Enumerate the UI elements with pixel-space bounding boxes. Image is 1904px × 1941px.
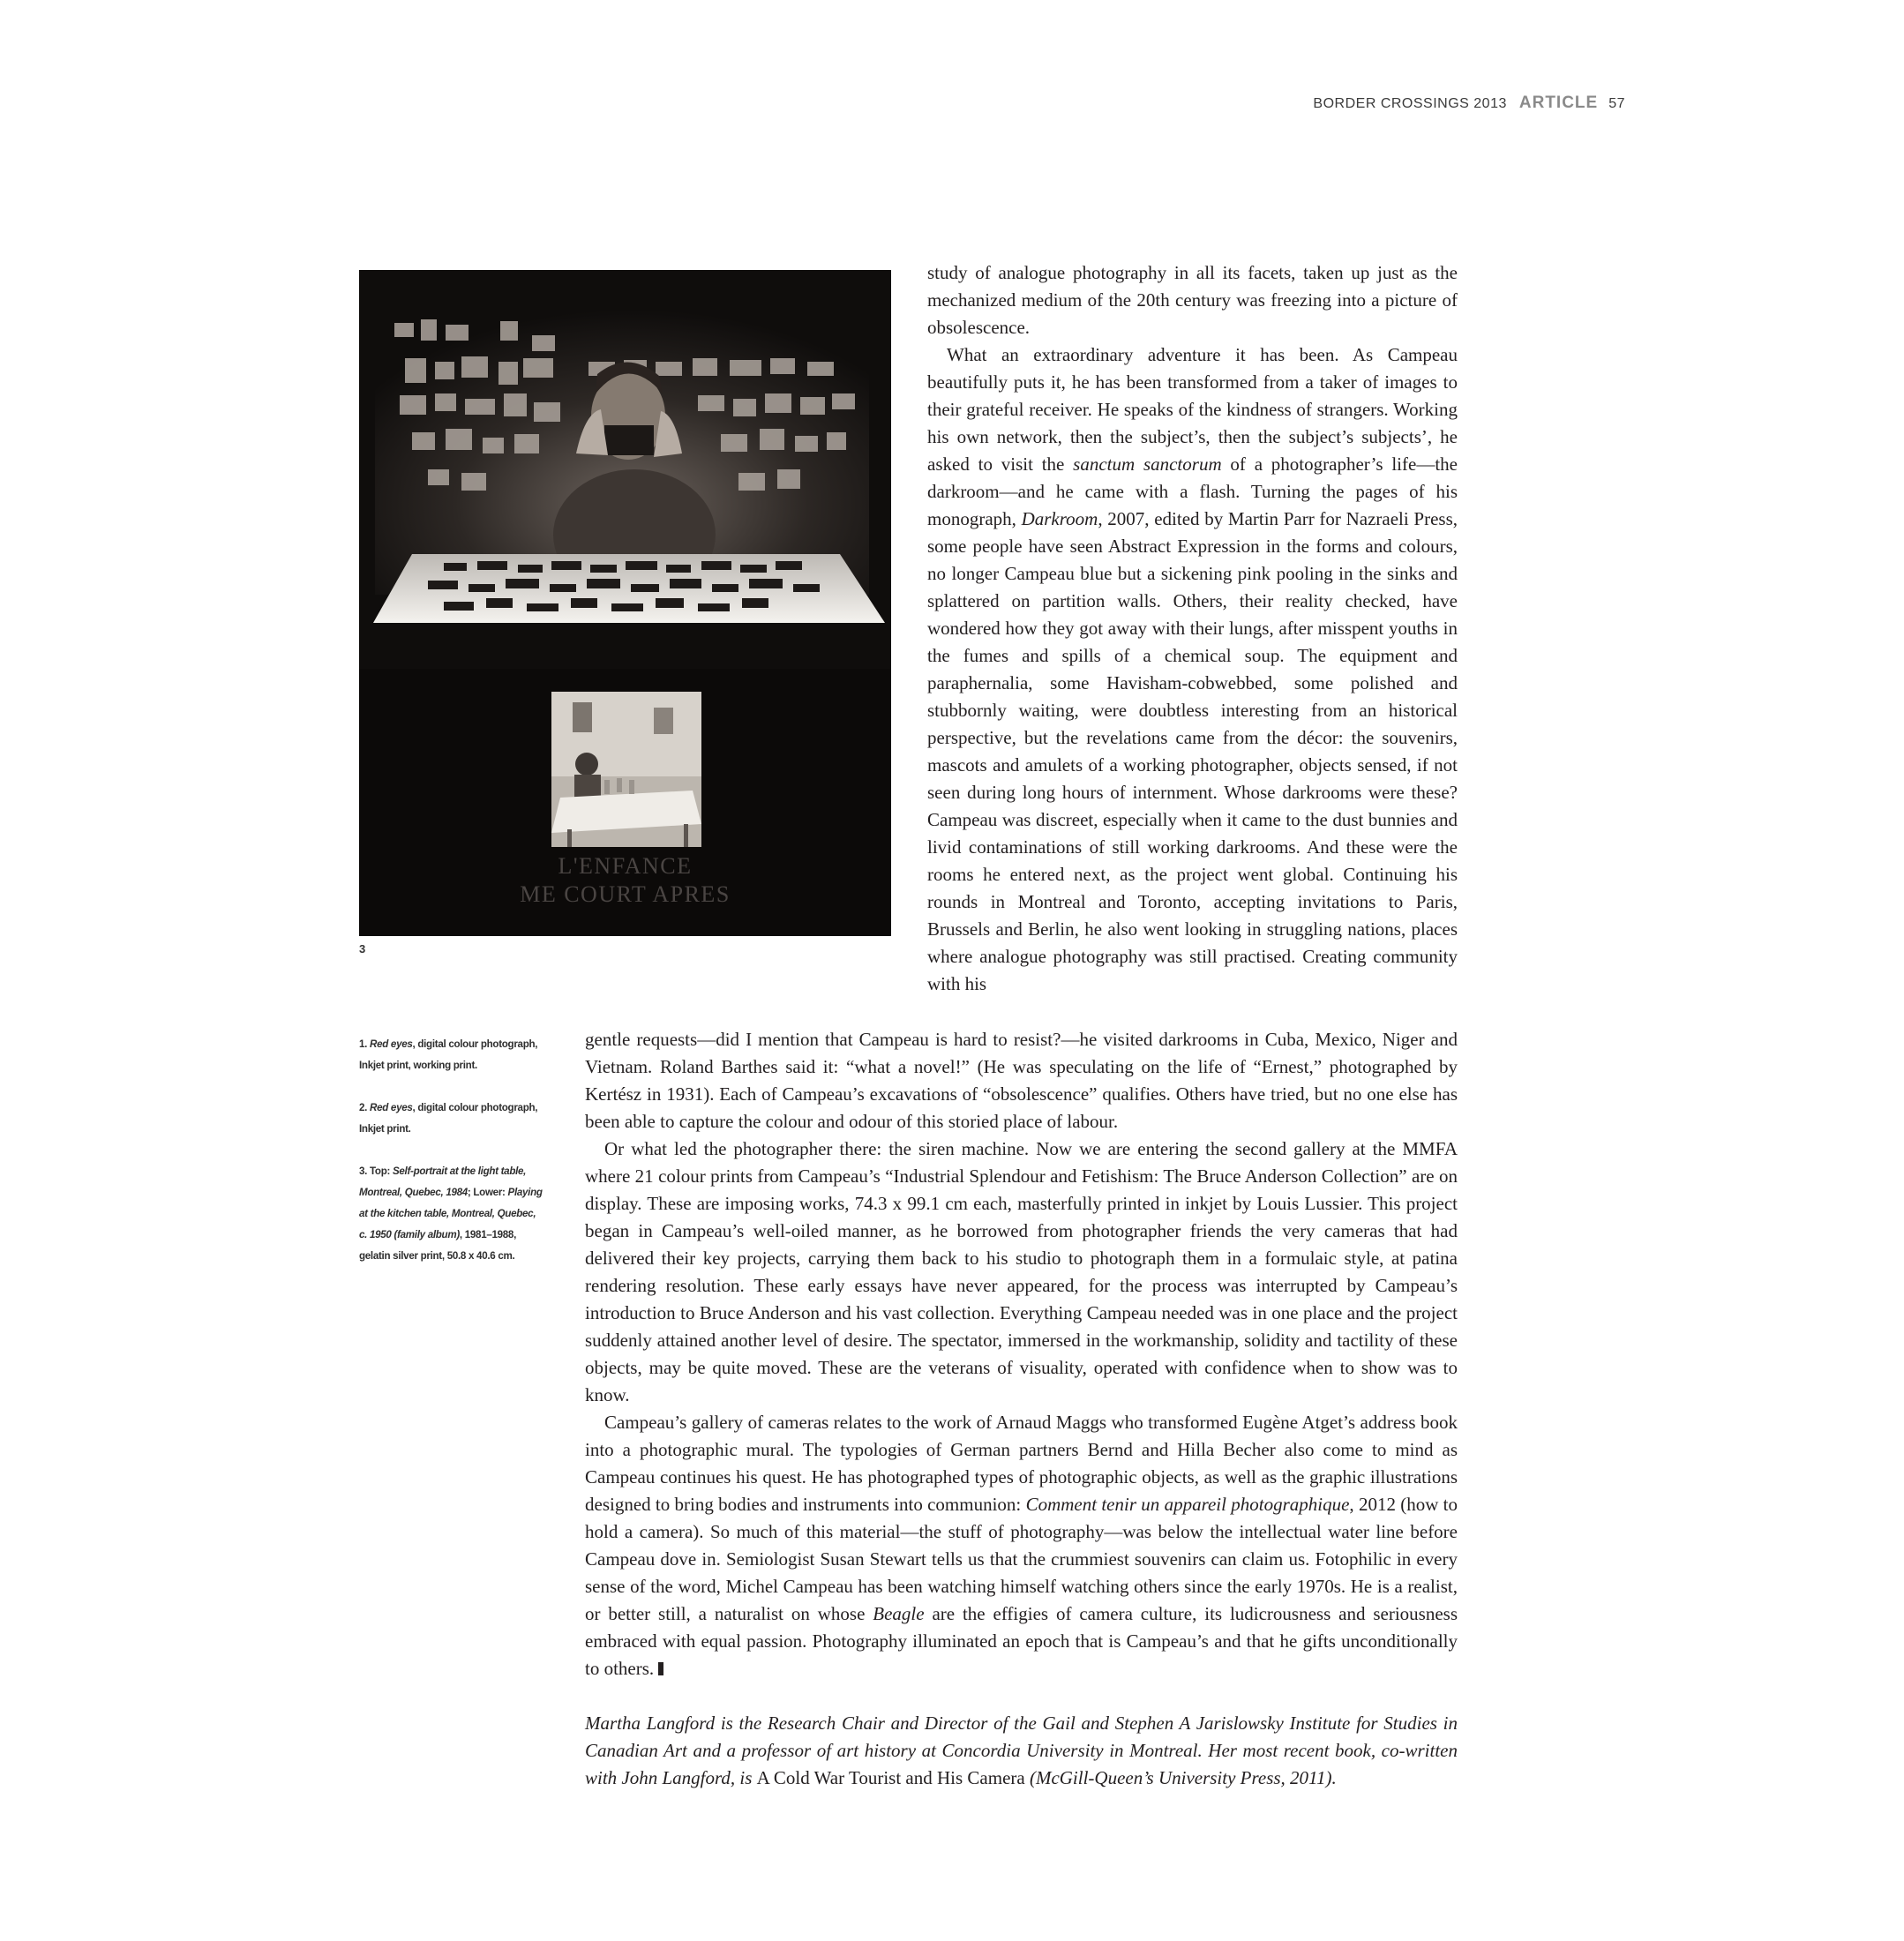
caption-1-title: Red eyes (370, 1038, 413, 1050)
caption-3-text: , 1981–1988, gelatin silver print, 50.8 x 40.6 cm. (359, 1229, 517, 1262)
paragraph-3: Or what led the photographer there: the siren machine. Now we are entering the second gallery at the MMFA where 21 colour prints from Campeau’s “Industrial Splendour and Fetishism: The Bruce Anderson Collection” are on display. These are imposing works, 74.3 x 99.1 cm each, masterfully printed in inkjet by Louis Lussier. This project began in Campeau’s well-oiled manner, as he borrowed from photographer friends the very cameras that had delivered their key projects, carrying them back to his studio to photograph them in a formulaic style, at patina rendering resolution. These early essays have never appeared, for the process was interrupted by Campeau’s introduction to Bruce Anderson and his vast collection. Everything Campeau needed was in one place and the project suddenly attained another level of desire. The spectator, immersed in the workmanship, solidity and tactility of these objects, may be quite moved. These are the veterans of visuality, operated with confidence when to show was to know. (585, 1138, 1458, 1405)
caption-3-mid: ; Lower: (467, 1187, 508, 1198)
paragraph-4 (585, 1409, 1458, 1682)
bio-text-a: Martha Langford is the Research Chair and Director of the Gail and Stephen A Jarislowsky Institute for Studies in Canadian Art and a professor of art history at Concordia University in Montreal. Her most recent book, co-written with John Langford, is (585, 1712, 1458, 1788)
captions (359, 1034, 544, 1288)
paragraph-4-text-c: are the effigies of camera culture, its ludicrousness and seriousness embraced with equal passion. Photography illuminated an epoch that is Campeau’s and that he gifts unconditionally to others. (585, 1603, 1458, 1679)
paragraph-2-text-c: , 2007, edited by Martin Parr for Nazraeli Press, some people have seen Abstract Expression in the forms and colours, no longer Campeau blue but a sickening pink pooling in the sinks and splattered on partition walls. Others, their reality checked, have wondered how they got away with their lungs, after misspent youths in the fumes and spills of a chemical soup. The equipment and paraphernalia, some Havisham-cobwebbed, some polished and stubbornly waiting, were doubtless interesting from an historical perspective, but the revelations came from the décor: the souvenirs, mascots and amulets of a working photographer, objects sensed, if not seen during long hours of internment. Whose darkrooms were these? Campeau was discreet, especially when it came to the dust bunnies and livid contaminations of still working darkrooms. And these were the rooms he entered next, as the project went global. Continuing his rounds in Montreal and Toronto, accepting invitations to Paris, Brussels and Berlin, he also went looking in struggling nations, places where analogue photography was still practised. Creating community with his (927, 508, 1458, 994)
author-bio (585, 1710, 1458, 1792)
paragraph-2-text-b: of a photographer’s life—the darkroom—and he came with a flash. Turning the pages of his monograph, (927, 453, 1458, 529)
sanctum-sanctorum: sanctum sanctorum (1073, 453, 1222, 475)
publication-name: BORDER CROSSINGS 2013 (1313, 96, 1507, 111)
caption-1-text: , digital colour photograph, Inkjet print, working print. (359, 1038, 538, 1071)
paragraph-2-text-a: What an extraordinary adventure it has been. As Campeau beautifully puts it, he has been transformed from a taker of images to their grateful receiver. He speaks of the kindness of strangers. Working his own network, then the subject’s, then the subject’s subjects’, he asked to visit the (927, 344, 1458, 475)
caption-3-title-lower: Playing at the kitchen table, Montreal, Quebec, c. 1950 (family album) (359, 1187, 543, 1240)
paragraph-2-continued: gentle requests—did I mention that Campeau is hard to resist?—he visited darkrooms in Cuba, Mexico, Niger and Vietnam. Roland Barthes said it: “what a novel!” (He was speculating on the life of “Ernest,” photographed by Kertész in 1931). Each of Campeau’s excavations of “obsolescence” qualifies. Others have tried, but no one else has been able to capture the colour and odour of this storied place of labour. (585, 1029, 1458, 1132)
figure-3-photograph (359, 270, 891, 936)
beagle-title: Beagle (873, 1603, 925, 1624)
page-number: 57 (1608, 96, 1625, 111)
caption-1 (359, 1034, 544, 1076)
kitchen-table-family-photo (551, 692, 701, 847)
figure-number: 3 (359, 942, 366, 956)
article-column-upper (927, 259, 1458, 998)
caption-3-lead: 3. Top: (359, 1165, 393, 1177)
end-of-article-mark (658, 1662, 663, 1675)
caption-1-number: 1. (359, 1038, 368, 1050)
paragraph-2 (927, 341, 1458, 998)
darkroom-title: Darkroom (1021, 508, 1098, 529)
caption-3 (359, 1161, 544, 1267)
paragraph-4-text-b: , 2012 (how to hold a camera). So much of this material—the stuff of photography—was below the intellectual water line before Campeau dove in. Semiologist Susan Stewart tells us that the crummiest souvenirs can claim us. Fotophilic in every sense of the word, Michel Campeau has been watching himself watching others since the early 1970s. He is a realist, or better still, a naturalist on whose (585, 1494, 1458, 1624)
bio-text-b: (McGill-Queen’s University Press, 2011). (1024, 1767, 1337, 1788)
paragraph-4-text-a: Campeau’s gallery of cameras relates to the work of Arnaud Maggs who transformed Eugène Atget’s address book into a photographic mural. The typologies of German partners Bernd and Hilla Becher also come to mind as Campeau continues his quest. He has photographed types of photographic objects, as well as the graphic illustrations designed to bring bodies and instruments into communion: (585, 1412, 1458, 1515)
overlay-line-2: ME COURT APRES (520, 881, 731, 907)
photo-overlay-text (359, 852, 891, 909)
caption-2-text: , digital colour photograph, Inkjet print. (359, 1102, 538, 1135)
bio-book-title: A Cold War Tourist and His Camera (756, 1767, 1025, 1788)
caption-3-title-top: Self-portrait at the light table, Montreal, Quebec, 1984 (359, 1165, 527, 1198)
caption-2-number: 2. (359, 1102, 368, 1113)
caption-2-title: Red eyes (370, 1102, 413, 1113)
running-head (1313, 94, 1625, 113)
article-column-lower (585, 1026, 1458, 1682)
light-table-self-portrait (359, 270, 891, 669)
paragraph-1: study of analogue photography in all its facets, taken up just as the mechanized medium of the 20th century was freezing into a picture of obsolescence. (927, 262, 1458, 338)
overlay-line-1: L'ENFANCE (558, 853, 693, 879)
comment-tenir-title: Comment tenir un appareil photographique (1025, 1494, 1350, 1515)
caption-2 (359, 1098, 544, 1140)
section-label: ARTICLE (1518, 94, 1599, 112)
